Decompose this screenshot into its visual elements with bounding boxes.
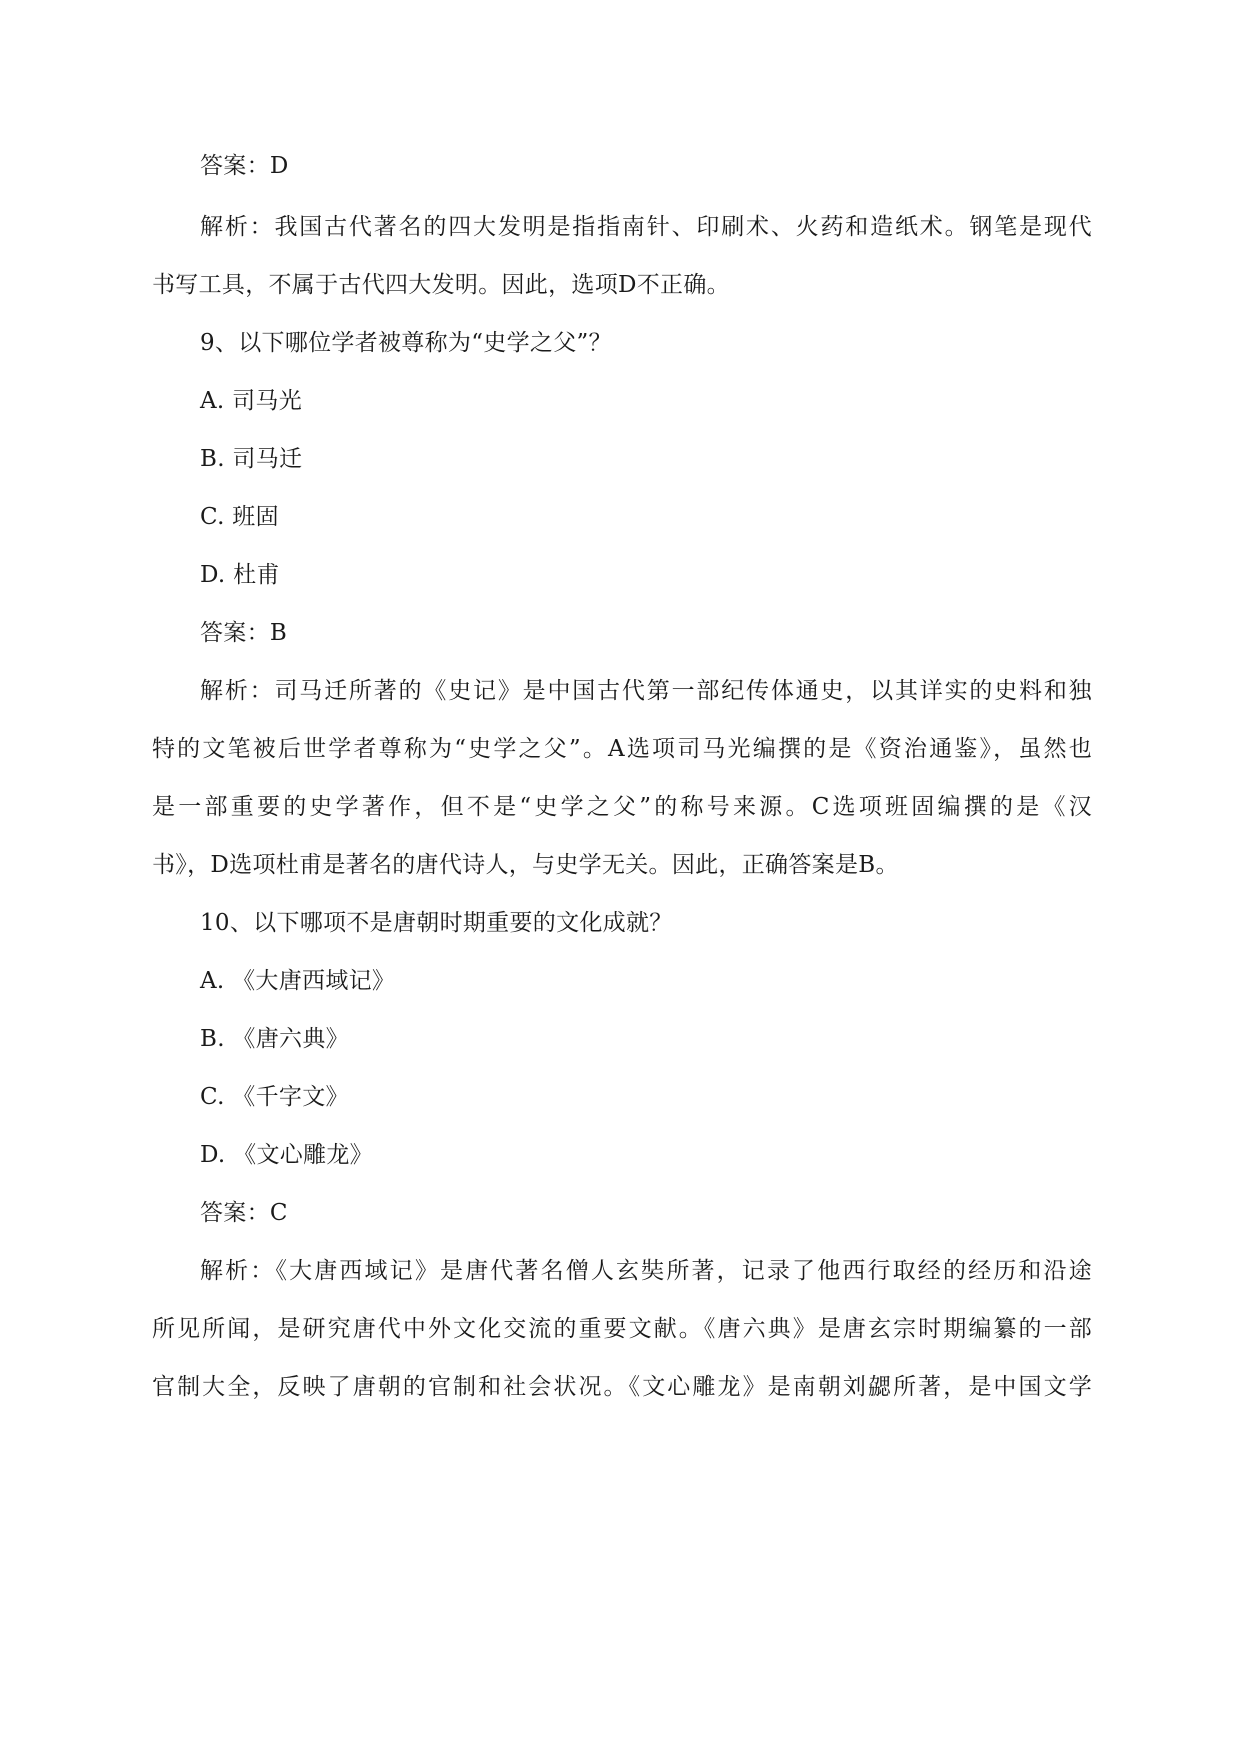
answer-q10: 答案：C xyxy=(200,1200,288,1226)
analysis-q8-line-1: 解析：我国古代著名的四大发明是指指南针、印刷术、火药和造纸术。钢笔是现代 xyxy=(200,214,1092,240)
analysis-q8-line-2: 书写工具，不属于古代四大发明。因此，选项D不正确。 xyxy=(152,272,730,298)
analysis-q9-line-1: 解析：司马迁所著的《史记》是中国古代第一部纪传体通史，以其详实的史料和独 xyxy=(200,678,1092,704)
option-q10-b: B. 《唐六典》 xyxy=(200,1026,349,1052)
analysis-q10-line-1: 解析：《大唐西域记》是唐代著名僧人玄奘所著，记录了他西行取经的经历和沿途 xyxy=(200,1258,1092,1284)
option-q9-d: D. 杜甫 xyxy=(200,562,280,588)
analysis-q10-line-2: 所见所闻，是研究唐代中外文化交流的重要文献。《唐六典》是唐玄宗时期编纂的一部 xyxy=(152,1316,1092,1342)
option-q10-d: D. 《文心雕龙》 xyxy=(200,1142,373,1168)
analysis-q9-line-2: 特的文笔被后世学者尊称为“史学之父”。A选项司马光编撰的是《资治通鉴》，虽然也 xyxy=(152,736,1092,762)
question-9: 9、以下哪位学者被尊称为“史学之父”？ xyxy=(200,330,612,356)
question-10: 10、以下哪项不是唐朝时期重要的文化成就？ xyxy=(200,910,673,936)
option-q9-a: A. 司马光 xyxy=(200,388,303,414)
analysis-q9-line-3: 是一部重要的史学著作，但不是“史学之父”的称号来源。C选项班固编撰的是《汉 xyxy=(152,794,1092,820)
answer-q9: 答案：B xyxy=(200,620,288,646)
answer-q8: 答案：D xyxy=(200,153,289,179)
option-q10-c: C. 《千字文》 xyxy=(200,1084,349,1110)
option-q9-b: B. 司马迁 xyxy=(200,446,303,472)
analysis-q9-line-4: 书》，D选项杜甫是著名的唐代诗人，与史学无关。因此，正确答案是B。 xyxy=(152,852,899,878)
analysis-q10-line-3: 官制大全，反映了唐朝的官制和社会状况。《文心雕龙》是南朝刘勰所著，是中国文学 xyxy=(152,1374,1092,1400)
option-q10-a: A. 《大唐西域记》 xyxy=(200,968,396,994)
option-q9-c: C. 班固 xyxy=(200,504,279,530)
